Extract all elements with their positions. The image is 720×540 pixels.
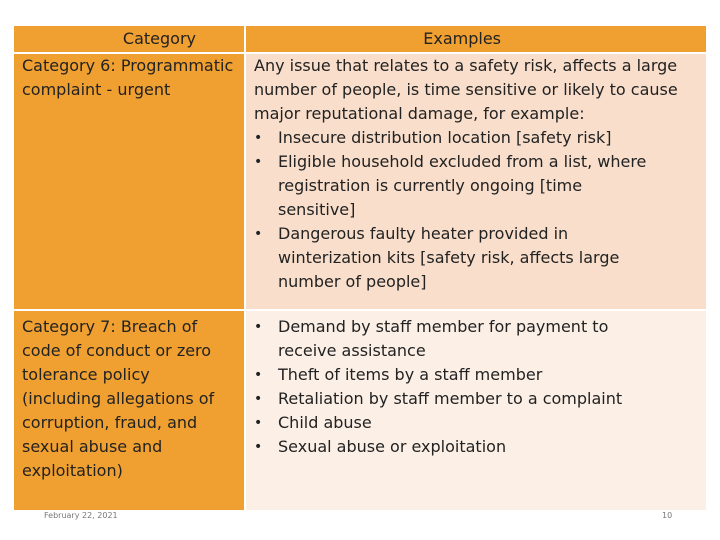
bullet-icon: • [254,226,263,242]
header-examples-cell [246,26,706,52]
category-7-bullet-list [246,311,706,459]
bullet-icon: • [254,154,263,170]
bullet-icon: • [254,415,263,431]
list-item [246,126,706,150]
list-item [246,315,706,363]
category-6-cell [14,54,244,309]
list-item [246,222,706,294]
header-category-cell [14,26,244,52]
list-item [246,411,706,435]
footer-date: February 22, 2021 [44,511,118,520]
category-6-examples-cell [246,54,706,309]
bullet-text: Insecure distribution location [safety risk] [278,128,612,147]
bullet-text: Child abuse [278,413,372,432]
bullet-icon: • [254,130,263,146]
bullet-icon: • [254,439,263,455]
page-number: 10 [662,511,673,520]
bullet-text: Theft of items by a staff member [278,365,543,384]
header-examples-label: Examples [423,29,501,48]
category-7-label: Category 7: Breach of code of conduct or zero tolerance policy (including allegations of corruption, fraud, and sexual abuse and exploitation) [22,317,215,480]
bullet-text: Demand by staff member for payment to receive assistance [278,317,609,360]
bullet-text: Eligible household excluded from a list, where registration is currently ongoing [time sensitive] [278,152,647,219]
list-item [246,150,706,222]
category-6-intro: Any issue that relates to a safety risk, affects a large number of people, is time sensitive or likely to cause major reputational damage, for example: [254,56,678,123]
bullet-text: Dangerous faulty heater provided in winterization kits [safety risk, affects large number of people] [278,224,620,291]
bullet-icon: • [254,367,263,383]
list-item [246,435,706,459]
category-6-bullet-list [246,126,706,294]
category-7-examples-cell [246,311,706,510]
bullet-icon: • [254,391,263,407]
bullet-icon: • [254,319,263,335]
list-item [246,363,706,387]
category-examples-table [14,26,706,510]
list-item [246,387,706,411]
bullet-text: Retaliation by staff member to a complaint [278,389,623,408]
bullet-text: Sexual abuse or exploitation [278,437,507,456]
header-category-label: Category [122,29,196,48]
category-6-label: Category 6: Programmatic complaint - urgent [22,56,234,99]
category-7-cell [14,311,244,510]
